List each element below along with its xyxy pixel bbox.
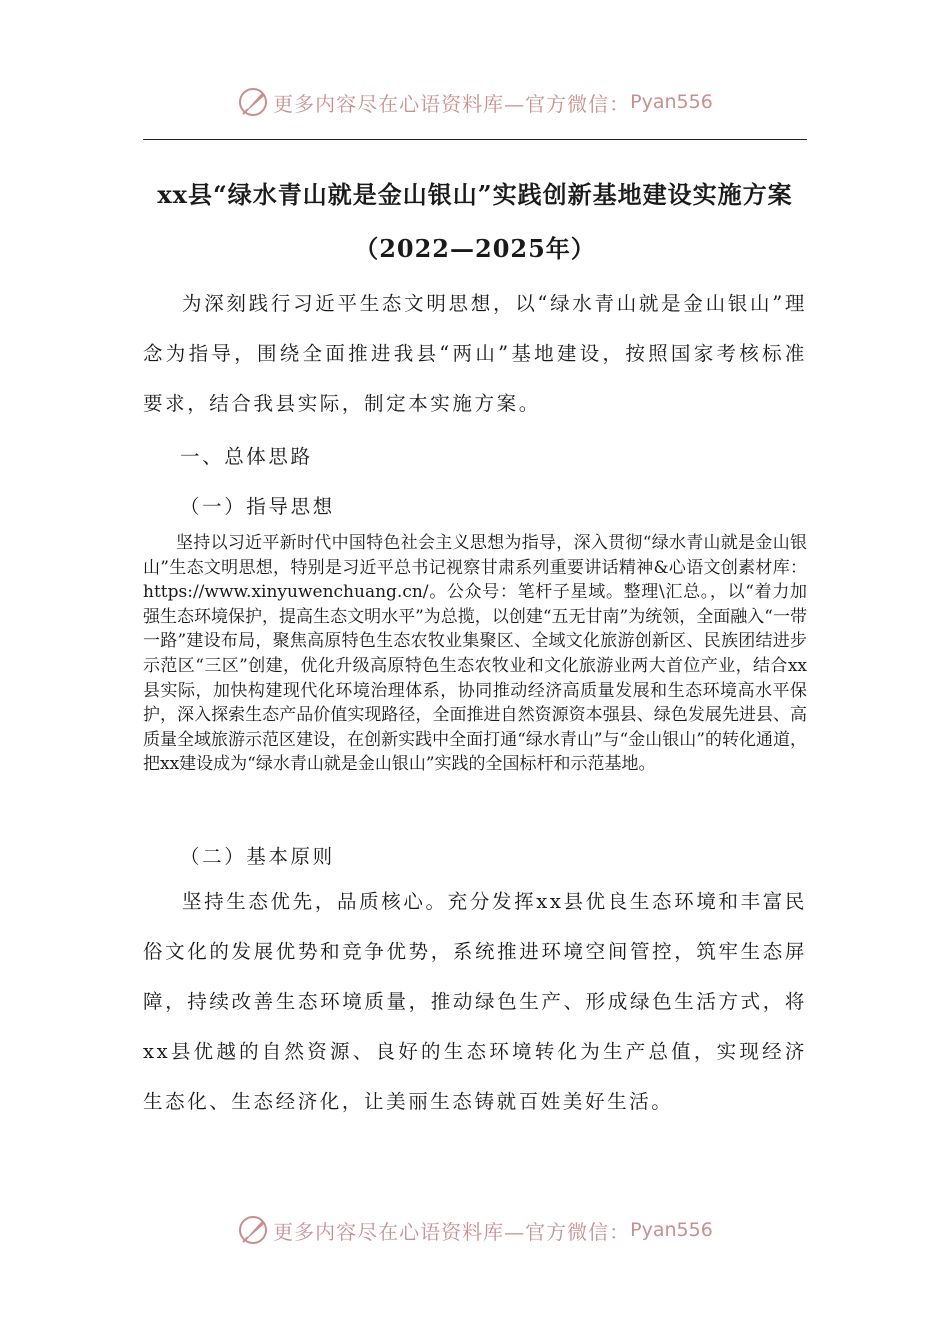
guiding-thought-paragraph: 坚持以习近平新时代中国特色社会主义思想为指导，深入贯彻“绿水青山就是金山银山”生态文明思想，特别是习近平总书记视察甘肃系列重要讲话精神&心语文创素材库：https://www.xinyuwenchuang.cn/。公众号：笔杆子星域。整理\汇总。，以“着力加强生态环境保护，提高生态文明水平”为总揽，以创建“五无甘南”为统领，全面融入“一带一路”建设布局，聚焦高原特色生态农牧业集聚区、全域文化旅游创新区、民族团结进步示范区“三区”创建，优化升级高原特色生态农牧业和文化旅游业两大首位产业，结合xx县实际，加快构建现代化环境治理体系，协同推动经济高质量发展和生态环境高水平保护，深入探索生态产品价值实现路径，全面推进自然资源资本强县、绿色发展先进县、高质量全域旅游示范区建设，在创新实践中全面打通“绿水青山”与“金山银山”的转化通道，把xx建设成为“绿水青山就是金山银山”实践的全国标杆和示范基地。: [143, 533, 807, 775]
quill-logo-icon: [237, 86, 269, 118]
subsection-heading-guiding-thought: （一）指导思想: [180, 495, 335, 518]
intro-paragraph: 为深刻践行习近平生态文明思想，以“绿水青山就是金山银山”理念为指导，围绕全面推进我县“两山”基地建设，按照国家考核标准要求，结合我县实际，制定本实施方案。: [143, 292, 807, 415]
watermark-wechat-id: Pyan556: [630, 91, 713, 113]
watermark-text: 更多内容尽在心语资料库—官方微信：: [273, 91, 631, 116]
footer-watermark: [0, 1210, 950, 1250]
header-divider: [143, 139, 807, 140]
document-title: xx县“绿水青山就是金山银山”实践创新基地建设实施方案（2022—2025年）: [157, 180, 793, 263]
header-watermark: [0, 82, 950, 122]
quill-logo-icon: [237, 1214, 269, 1246]
subsection-heading-basic-principles: （二）基本原则: [180, 845, 335, 868]
section-heading: 一、总体思路: [180, 445, 313, 468]
principle-paragraph: 坚持生态优先，品质核心。充分发挥xx县优良生态环境和丰富民俗文化的发展优势和竞争优势，系统推进环境空间管控，筑牢生态屏障，持续改善生态环境质量，推动绿色生产、形成绿色生活方式，将xx县优越的自然资源、良好的生态环境转化为生产总值，实现经济生态化、生态经济化，让美丽生态铸就百姓美好生活。: [143, 890, 807, 1113]
watermark-wechat-id: Pyan556: [630, 1219, 713, 1241]
watermark-text: 更多内容尽在心语资料库—官方微信：: [273, 1219, 631, 1244]
